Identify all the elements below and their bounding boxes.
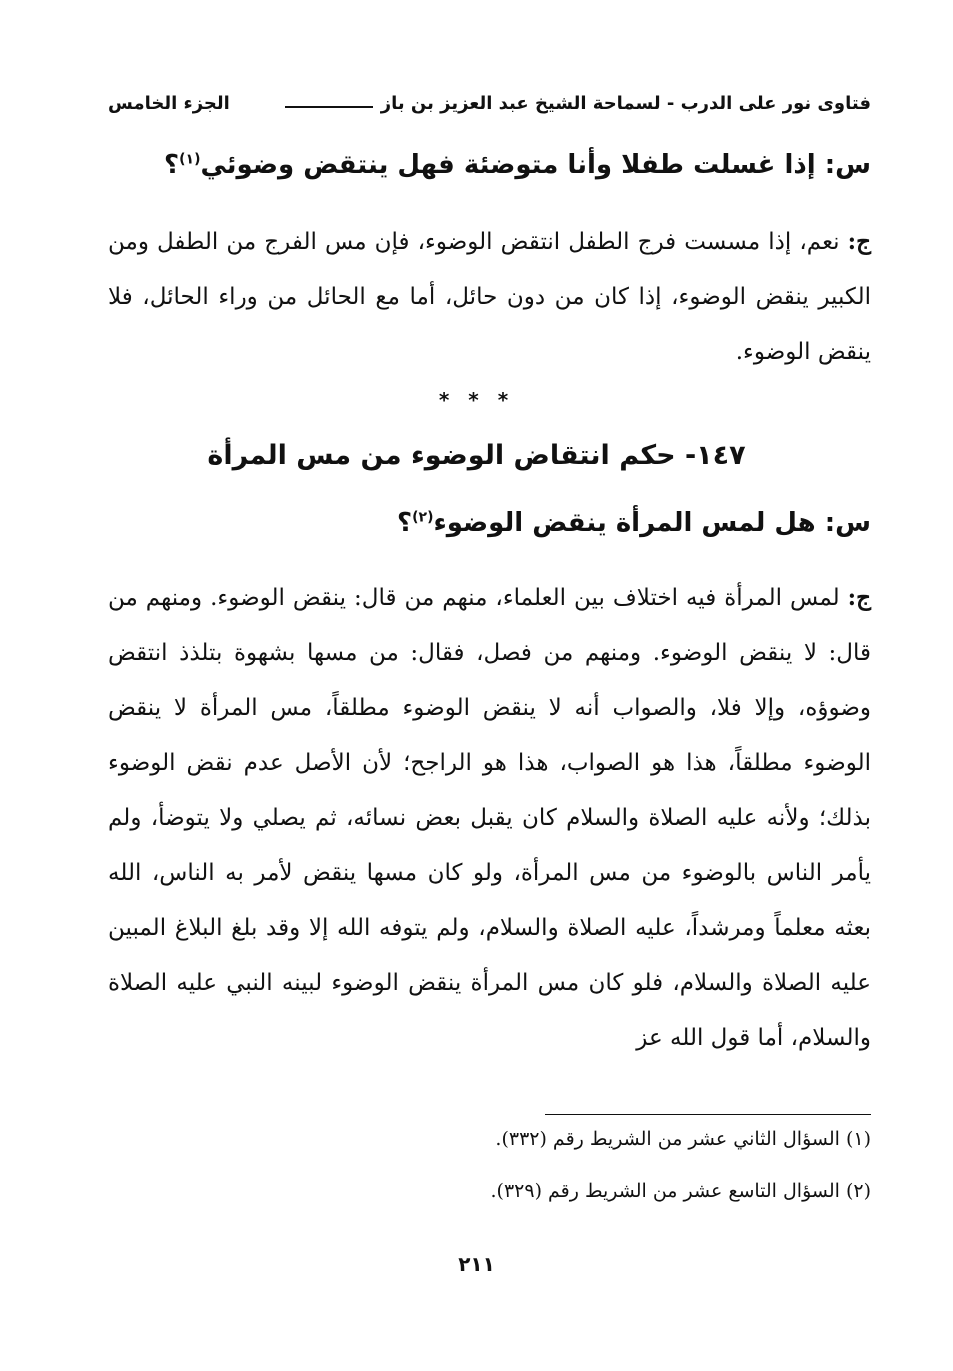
question-2 [108,508,871,538]
header-volume: الجزء الخامس [108,92,230,114]
question-mark: ؟ [164,150,180,180]
running-header [108,86,871,120]
header-book-title: فتاوى نور على الدرب - لسماحة الشيخ عبد العزيز بن باز [380,92,871,114]
section-title: ١٤٧- حكم انتقاض الوضوء من مس المرأة [207,440,746,471]
question-text: هل لمس المرأة ينقض الوضوء [433,508,816,538]
question-label: س: [824,508,871,538]
answer-text: نعم، إذا مسست فرج الطفل انتقض الوضوء، فإن مس الفرج من الطفل ومن الكبير ينقض الوضوء، إذا كان من دون حائل، أما مع الحائل من وراء الحائل، فلا ينقض الوضوء. [108,229,871,365]
answer-1 [108,214,871,380]
answer-text: لمس المرأة فيه اختلاف بين العلماء، منهم من قال: ينقض الوضوء. ومنهم من قال: لا ينقض الوضوء. ومنهم من فصل، فقال: من مسها بشهوة بتلذذ انتقض وضوؤه، وإلا فلا، والصواب أنه لا ينقض الوضوء مطلقاً، مس المرأة لا ينقض الوضوء مطلقاً، هذا هو الصواب، هذا هو الراجح؛ لأن الأصل عدم نقض الوضوء بذلك؛ ولأنه عليه الصلاة والسلام كان يقبل بعض نسائه، ثم يصلي ولا يتوضأ، ولم يأمر الناس بالوضوء من مس المرأة، ولو كان مسها ينقض لأمر به الناس، الله بعثه معلماً ومرشداً، عليه الصلاة والسلام، ولم يتوفه الله إلا وقد بلغ البلاغ المبين عليه الصلاة والسلام، فلو كان مس المرأة ينقض الوضوء لبينه النبي عليه الصلاة والسلام، أما قول الله عز [108,585,871,1051]
footnote-1: (١) السؤال الثاني عشر من الشريط رقم (٣٣٢). [495,1128,871,1150]
footnote-2: (٢) السؤال التاسع عشر من الشريط رقم (٣٢٩). [490,1180,871,1202]
question-text: إذا غسلت طفلا وأنا متوضئة فهل ينتقض وضوئي [200,150,816,180]
answer-label: ج: [847,584,871,611]
question-label: س: [824,150,871,180]
answer-label: ج: [847,228,871,255]
question-1 [108,150,871,180]
header-right [277,93,871,114]
header-rule [285,106,373,108]
answer-2 [108,570,871,1066]
page-number: ٢١١ [458,1252,495,1276]
section-separator: * * * [438,388,515,412]
question-mark: ؟ [397,508,413,538]
footnote-ref-2: (٢) [412,509,434,526]
footnote-ref-1: (١) [179,151,201,168]
footnote-rule [545,1114,871,1115]
